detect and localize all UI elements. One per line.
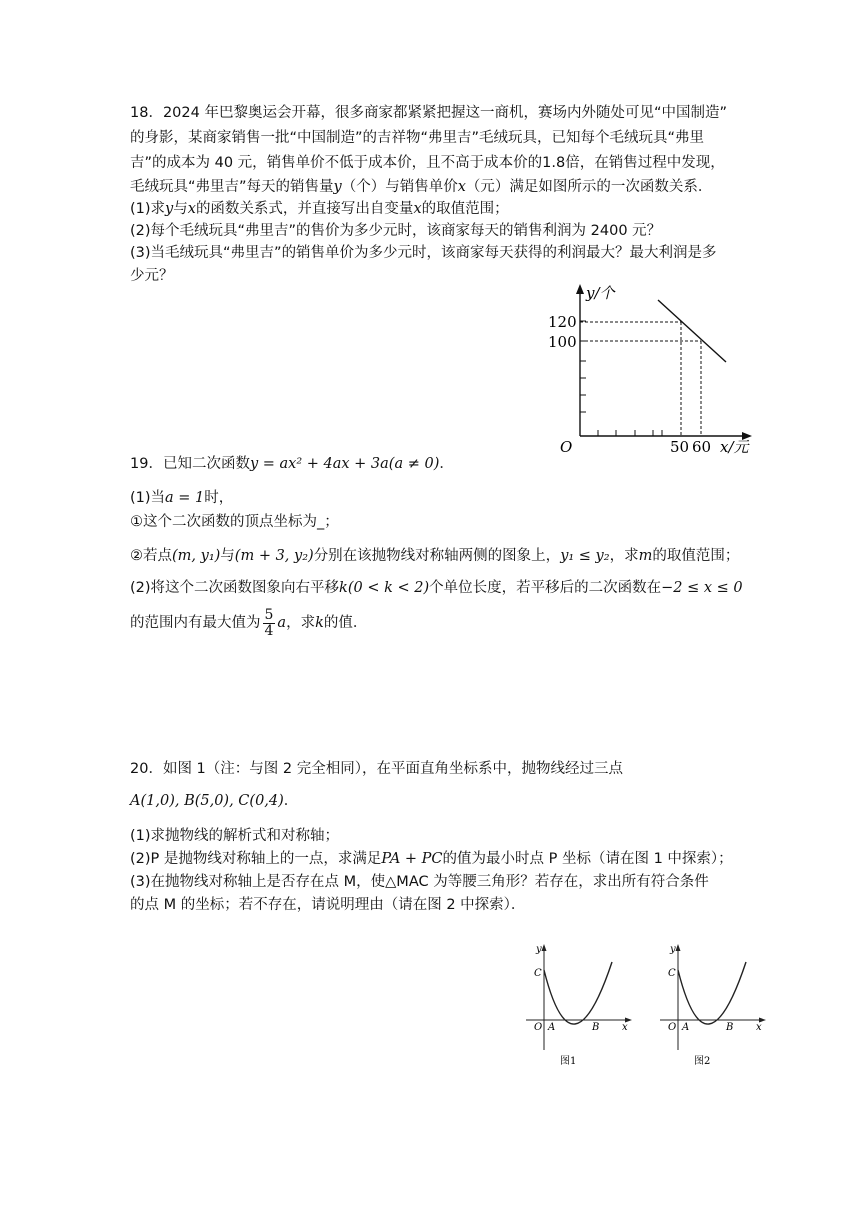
q20-text: 的值为最小时点 P 坐标（请在图 1 中探索）； <box>442 851 733 867</box>
q19-point-2: (m + 3, y₂) <box>234 548 314 564</box>
q19-part-1 <box>130 487 233 509</box>
fig2-label-C: C <box>668 968 676 979</box>
q18-text: 与 <box>173 201 188 217</box>
fraction-five-quarters <box>263 608 276 639</box>
q19-text: 的范围内有最大值为 <box>130 615 261 631</box>
q19-text: 19．已知二次函数 <box>130 456 250 472</box>
var-m: m <box>638 548 653 564</box>
q18-line-3: 吉”的成本为 40 元，销售单价不低于成本价，且不高于成本价的1.8倍，在销售过程中发现， <box>130 155 725 171</box>
var-y: y <box>165 201 174 217</box>
q19-formula: y = ax² + 4ax + 3a(a ≠ 0) <box>249 456 440 472</box>
q19-text: (1)当 <box>130 490 166 506</box>
q18-line-4 <box>130 176 712 198</box>
tick-50: 50 <box>670 438 690 456</box>
q19-sub-1: ①这个二次函数的顶点坐标为_； <box>130 514 339 530</box>
q18-part-1 <box>130 198 509 220</box>
q18-text: 的函数关系式，并直接写出自变量 <box>195 201 414 217</box>
tick-100: 100 <box>548 333 577 351</box>
q20-part-3a: (3)在抛物线对称轴上是否存在点 M，使△MAC 为等腰三角形？若存在，求出所有符合条件 <box>130 874 709 890</box>
var-k: k <box>315 615 324 631</box>
fig2-parabola <box>678 962 746 1024</box>
q18-text: 的取值范围； <box>421 201 509 217</box>
fig1-label-A: A <box>548 1022 556 1033</box>
q20-points-expr: A(1,0), B(5,0), C(0,4) <box>130 793 284 809</box>
fig2-label-y: y <box>670 944 676 955</box>
fig1-caption: 图1 <box>560 1056 577 1067</box>
q19-part-2 <box>130 577 743 599</box>
q20-text: ． <box>283 793 299 809</box>
tick-120: 120 <box>548 313 577 331</box>
y-axis-label: y/个 <box>586 284 615 302</box>
q19-intro: 19．已知二次函数y = ax² + 4ax + 3a(a ≠ 0)． <box>130 456 454 472</box>
q19-part-2b <box>130 606 367 640</box>
q19-ineq: y₁ ≤ y₂ <box>560 548 610 564</box>
x-ticks <box>598 430 662 436</box>
fig1-label-x: x <box>622 1022 628 1033</box>
q19-text: ，求 <box>286 615 316 631</box>
fig1-y-arrow <box>542 944 547 951</box>
q19-text: ②若点 <box>130 548 172 564</box>
q19-text: 的取值范围； <box>652 548 740 564</box>
q19-text: 个单位长度，若平移后的二次函数在 <box>429 580 662 596</box>
fig1-label-B: B <box>592 1022 600 1033</box>
fig1-label-y: y <box>536 944 542 955</box>
q19-x-range: −2 ≤ x ≤ 0 <box>661 580 743 596</box>
q19-cond: a = 1 <box>165 490 205 506</box>
var-y: y <box>333 179 342 195</box>
dashed-guides <box>580 322 701 436</box>
y-axis-arrow <box>576 284 584 294</box>
var-a: a <box>277 615 287 631</box>
fig2-y-arrow <box>676 944 681 951</box>
q18-text: (1)求 <box>130 201 166 217</box>
q19-text: ，求 <box>609 548 639 564</box>
q20-figure-2 <box>656 942 774 1068</box>
fraction-numerator: 5 <box>264 606 274 623</box>
fig1-parabola <box>544 962 612 1024</box>
q18-text: （元）满足如图所示的一次函数关系． <box>465 179 713 195</box>
var-x: x <box>413 201 422 217</box>
q18-part-3a: (3)当毛绒玩具“弗里吉”的销售单价为多少元时，该商家每天获得的利润最大？最大利润是多 <box>130 245 717 261</box>
q18-part-3b: 少元？ <box>130 268 174 284</box>
fig1-label-O: O <box>534 1022 543 1033</box>
q18-part-2: (2)每个毛绒玩具“弗里吉”的售价为多少元时，该商家每天的销售利润为 2400 元？ <box>130 223 662 239</box>
tick-60: 60 <box>692 438 712 456</box>
fig2-label-B: B <box>726 1022 734 1033</box>
q20-text: (2)P 是抛物线对称轴上的一点，求满足 <box>130 851 382 867</box>
q19-point-1: (m, y₁) <box>172 548 221 564</box>
q20-part-1: (1)求抛物线的解析式和对称轴； <box>130 828 340 844</box>
q20-part-3b: 的点 M 的坐标；若不存在，请说明理由（请在图 2 中探索）． <box>130 897 526 913</box>
q19-k-range: k(0 < k < 2) <box>339 580 430 596</box>
q18-line-1: 18．2024 年巴黎奥运会开幕，很多商家都紧紧把握这一商机，赛场内外随处可见“中国制造” <box>130 105 727 121</box>
q18-text: （个）与销售单价 <box>341 179 458 195</box>
q20-points <box>130 790 298 812</box>
q19-text: 时， <box>204 490 234 506</box>
q18-line-2: 的身影，某商家销售一批“中国制造”的吉祥物“弗里吉”毛绒玩具，已知每个毛绒玩具“弗里 <box>130 130 705 146</box>
q19-text: 的值． <box>323 615 368 631</box>
var-x: x <box>457 179 466 195</box>
y-ticks <box>580 321 586 412</box>
q20-part-2 <box>130 848 733 870</box>
q19-sub-2 <box>130 545 739 567</box>
fig2-label-O: O <box>668 1022 677 1033</box>
q20-line-1: 20．如图 1（注：与图 2 完全相同），在平面直角坐标系中，抛物线经过三点 <box>130 761 623 777</box>
fig2-label-x: x <box>756 1022 762 1033</box>
q19-text: 与 <box>220 548 235 564</box>
q20-figure-1 <box>522 942 640 1068</box>
q18-text: 毛绒玩具“弗里吉”每天的销售量 <box>130 179 334 195</box>
sales-line <box>658 300 726 362</box>
fig1-label-C: C <box>534 968 542 979</box>
fraction-denominator: 4 <box>264 622 274 639</box>
fig2-caption: 图2 <box>694 1056 711 1067</box>
fig2-label-A: A <box>682 1022 690 1033</box>
q19-text: (2)将这个二次函数图象向右平移 <box>130 580 340 596</box>
var-x: x <box>187 201 196 217</box>
x-axis-label: x/元 <box>720 438 749 456</box>
q20-expr: PA + PC <box>381 851 443 867</box>
q18-sales-graph <box>540 278 760 458</box>
origin-label: O <box>560 438 573 456</box>
q19-text: 分别在该抛物线对称轴两侧的图象上， <box>313 548 561 564</box>
